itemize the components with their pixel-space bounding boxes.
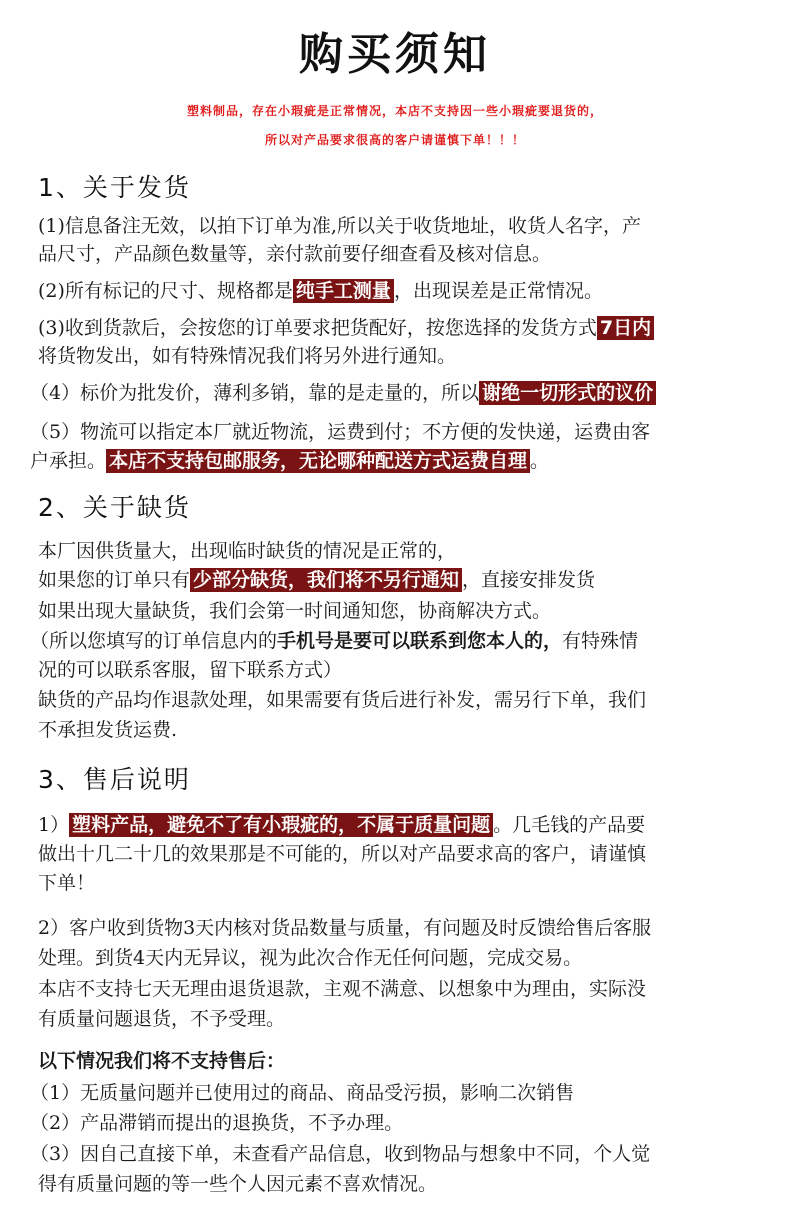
no-aftersales-case-2: （2）产品滞销而提出的退换货，不予办理。	[30, 1112, 404, 1134]
aftersales-p2-line3: 本店不支持七天无理由退货退款，主观不满意、以想象中为理由，实际没	[38, 978, 647, 1000]
warning-line-1: 塑料制品，存在小瑕疵是正常情况，本店不支持因一些小瑕疵要退货的，	[186, 104, 603, 118]
highlight-handmade-measure: 纯手工测量	[293, 279, 394, 303]
shipping-p2-post: ，出现误差是正常情况。	[393, 280, 603, 302]
stockout-line4-post: 有特殊情	[562, 630, 639, 652]
shipping-p4	[30, 379, 656, 407]
highlight-plastic-flaw: 塑料产品，避免不了有小瑕疵的，不属于质量问题	[69, 813, 493, 837]
no-aftersales-case-1: （1）无质量问题并已使用过的商品、商品受污损，影响二次销售	[30, 1082, 575, 1104]
aftersales-p1-pre: 1）	[38, 814, 70, 836]
aftersales-p1-line2: 做出十几二十几的效果那是不可能的，所以对产品要求高的客户，请谨慎	[38, 843, 647, 865]
shipping-p5-pre: 户承担。	[30, 450, 107, 472]
aftersales-p1-line3: 下单！	[38, 872, 96, 894]
section-heading-aftersales: 3、售后说明	[38, 765, 191, 794]
shipping-p5-post: 。	[530, 450, 550, 472]
highlight-seven-days: 7日内	[597, 316, 654, 340]
stockout-phone-note: 手机号是要可以联系到您本人的，	[277, 630, 563, 652]
shipping-p1-line2: 品尺寸，产品颜色数量等，亲付款前要仔细查看及核对信息。	[38, 243, 552, 265]
stockout-line2-pre: 如果您的订单只有	[38, 569, 191, 591]
aftersales-p2-line4: 有质量问题退货，不予受理。	[38, 1008, 286, 1030]
highlight-no-bargain: 谢绝一切形式的议价	[479, 381, 656, 405]
stockout-line5: 况的可以联系客服，留下联系方式）	[38, 659, 343, 681]
shipping-p4-pre: （4）标价为批发价，薄利多销，靠的是走量的，所以	[30, 382, 480, 404]
stockout-line4	[30, 627, 638, 655]
shipping-p3-line1	[38, 314, 654, 342]
shipping-p3-pre: (3)收到货款后，会按您的订单要求把货配好，按您选择的发货方式	[38, 317, 597, 339]
shipping-p5-line1: （5）物流可以指定本厂就近物流，运费到付；不方便的发快递，运费由客	[30, 421, 651, 443]
highlight-partial-stockout: 少部分缺货，我们将不另行通知	[190, 568, 462, 592]
stockout-line2	[38, 566, 595, 594]
stockout-line2-post: ，直接安排发货	[462, 569, 596, 591]
aftersales-p2-line1: 2）客户收到货物3天内核对货品数量与质量，有问题及时反馈给售后客服	[38, 917, 652, 939]
aftersales-p1-post: 。几毛钱的产品要	[493, 814, 646, 836]
shipping-p2-pre: (2)所有标记的尺寸、规格都是	[38, 280, 293, 302]
shipping-p5-line2	[30, 447, 549, 475]
section-heading-stockout: 2、关于缺货	[38, 493, 191, 522]
no-aftersales-case-3-line2: 得有质量问题的等一些个人因元素不喜欢情况。	[38, 1173, 438, 1195]
stockout-line3: 如果出现大量缺货，我们会第一时间通知您，协商解决方式。	[38, 600, 552, 622]
no-aftersales-case-3-line1: （3）因自己直接下单，未查看产品信息，收到物品与想象中不同，个人觉	[30, 1143, 651, 1165]
stockout-line1: 本厂因供货量大，出现临时缺货的情况是正常的，	[38, 540, 457, 562]
stockout-line7: 不承担发货运费.	[38, 719, 178, 741]
shipping-p3-line2: 将货物发出，如有特殊情况我们将另外进行通知。	[38, 345, 457, 367]
section-heading-shipping: 1、关于发货	[38, 173, 191, 202]
warning-line-2: 所以对产品要求很高的客户请谨慎下单！！！	[264, 133, 525, 147]
shipping-p2	[38, 277, 603, 305]
stockout-line4-pre: （所以您填写的订单信息内的	[30, 630, 278, 652]
stockout-line6: 缺货的产品均作退款处理，如果需要有货后进行补发，需另行下单，我们	[38, 689, 647, 711]
aftersales-p1-line1	[38, 811, 645, 839]
highlight-no-free-shipping: 本店不支持包邮服务，无论哪种配送方式运费自理	[106, 449, 530, 473]
no-aftersales-heading: 以下情况我们将不支持售后：	[38, 1050, 286, 1072]
page-title: 购买须知	[299, 29, 491, 80]
shipping-p1-line1: (1)信息备注无效，以拍下订单为准,所以关于收货地址，收货人名字，产	[38, 215, 641, 237]
aftersales-p2-line2: 处理。到货4天内无异议，视为此次合作无任何问题，完成交易。	[38, 947, 583, 969]
